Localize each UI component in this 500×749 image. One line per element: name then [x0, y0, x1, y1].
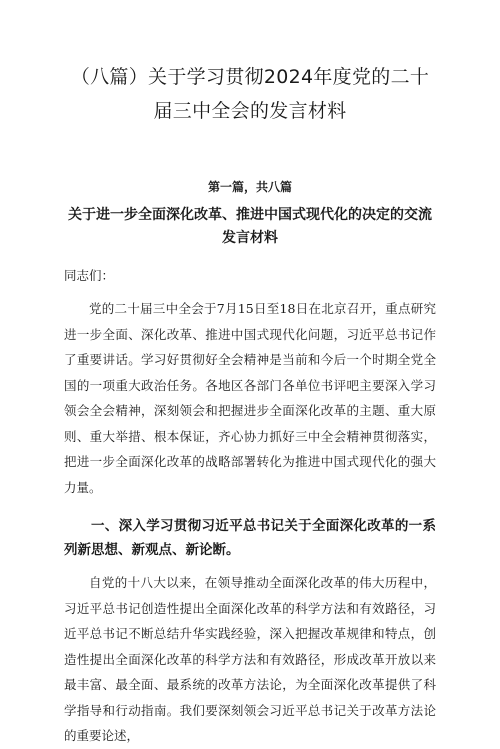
salutation: 同志们：	[64, 268, 115, 283]
document-title: （八篇）关于学习贯彻2024年度党的二十届三中全会的发言材料	[70, 66, 430, 122]
body-paragraph: 党的二十届三中全会于7月15日至18日在北京召开，重点研究进一步全面、深化改革、推进中国式现代化问题，习近平总书记作了重要讲话。学习好贯彻好全会精神是当前和今后一个时期全党全国的一项重大政治任务。各地区各部门各单位书评吧主要深入学习领会全会精神，深刻领会和把握进步全面深化改革的主题、重大原则、重大举措、根本保证，齐心协力抓好三中全会精神贯彻落实，把进一步全面深化改革的战略部署转化为推进中国式现代化的强大力量。	[64, 301, 436, 495]
speech-subtitle: 关于进一步全面深化改革、推进中国式现代化的决定的交流发言材料	[68, 207, 432, 246]
section-heading: 一、深入学习贯彻习近平总书记关于全面深化改革的一系列新思想、新观点、新论断。	[64, 518, 436, 558]
section-paragraph: 自党的十八大以来，在领导推动全面深化改革的伟大历程中，习近平总书记创造性提出全面深化改革的科学方法和有效路径，习近平总书记不断总结升华实践经验，深入把握改革规律和特点，创造性提出全面深化改革的科学方法和有效路径，形成改革开放以来最丰富、最全面、最系统的改革方法论，为全面深化改革提供了科学指导和行动指南。我们要深刻领会习近平总书记关于改革方法论的重要论述，	[64, 575, 436, 743]
part-label: 第一篇，共八篇	[207, 180, 292, 194]
